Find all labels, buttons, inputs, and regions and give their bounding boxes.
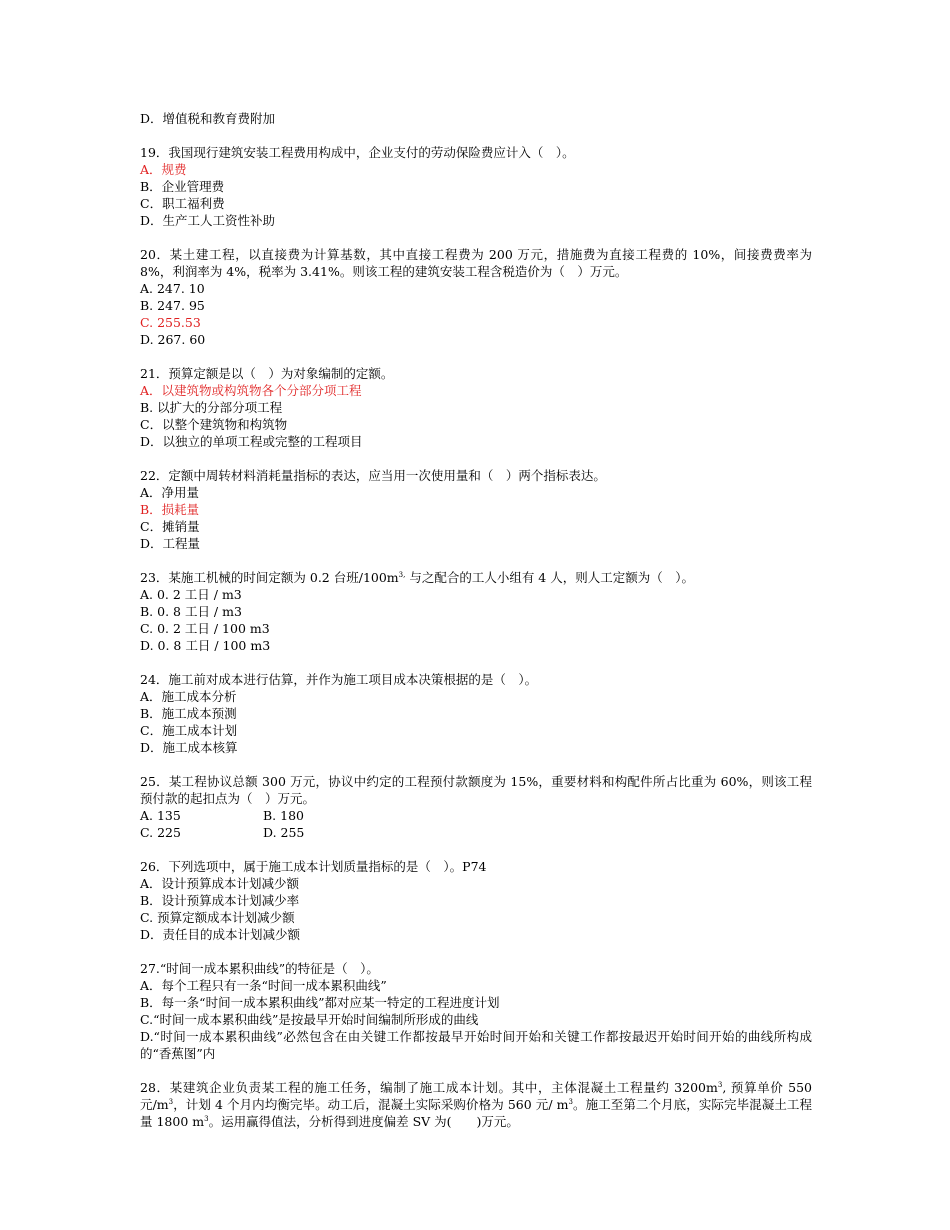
stem-part: 与之配合的工人小组有 4 人，则人工定额为（ ）。 [405,570,694,585]
superscript: 3 [168,1098,174,1106]
superscript: 3, [398,571,406,579]
question-25 [140,773,812,841]
question-19 [140,144,812,229]
option-row [140,807,812,824]
question-23 [140,569,812,654]
stem-part: ，计划 4 个月内均衡完毕。动工后，混凝土实际采购价格为 560 元/ m [173,1097,569,1112]
superscript: 3 [717,1081,723,1089]
question-stem: 22．定额中周转材料消耗量指标的表达，应当用一次使用量和（ ）两个指标表达。 [140,468,606,483]
option-a: A．设计预算成本计划减少额 [140,876,300,891]
superscript: 3 [204,1115,209,1123]
option-d: D．增值税和教育费附加 [140,111,276,126]
question-18-tail [140,110,812,127]
question-21 [140,365,812,450]
option-b: B．施工成本预测 [140,706,237,721]
option-b: B．设计预算成本计划减少率 [140,893,300,908]
question-stem [140,1079,812,1130]
stem-part: 28．某建筑企业负责某工程的施工任务，编制了施工成本计划。其中，主体混凝土工程量约 3200m [140,1080,718,1095]
option-c-answer: C. 255.53 [140,315,201,330]
option-c: C.“时间一成本累积曲线”是按最早开始时间编制所形成的曲线 [140,1012,479,1027]
question-stem: 26．下列选项中，属于施工成本计划质量指标的是（ ）。P74 [140,859,487,874]
option-c: C．摊销量 [140,519,200,534]
superscript: 3 [568,1098,573,1106]
option-b: B. 247. 95 [140,298,205,313]
question-20 [140,246,812,348]
question-27 [140,960,812,1062]
question-stem: 27.“时间一成本累积曲线”的特征是（ ）。 [140,961,379,976]
question-24 [140,671,812,756]
option-d: D．生产工人工资性补助 [140,213,276,228]
option-c: C．以整个建筑物和构筑物 [140,417,288,432]
option-a: A. 0. 2 工日 / m3 [140,587,242,602]
option-c: C．施工成本计划 [140,723,238,738]
option-a: A．每个工程只有一条“时间一成本累积曲线” [140,978,387,993]
option-d: D．工程量 [140,536,201,551]
stem-part: 。施工至第二个月底，实际完毕混凝土工程量 1800 m [140,1097,812,1129]
option-a: A. 135 [140,808,181,823]
question-list [140,110,812,1147]
option-b: B．每一条“时间一成本累积曲线”都对应某一特定的工程进度计划 [140,995,500,1010]
option-c: C. 225 [140,825,181,840]
option-b: B．企业管理费 [140,179,225,194]
option-d: D. 267. 60 [140,332,206,347]
option-d: D．以独立的单项工程或完整的工程项目 [140,434,363,449]
stem-part: 。运用赢得值法，分析得到进度偏差 SV 为( )万元。 [208,1114,519,1129]
question-26 [140,858,812,943]
question-stem: 19．我国现行建筑安装工程费用构成中，企业支付的劳动保险费应计入（ ）。 [140,145,575,160]
question-stem [140,569,812,586]
option-c: C. 0. 2 工日 / 100 m3 [140,621,270,636]
question-28 [140,1079,812,1130]
option-b: B. 180 [263,808,304,823]
option-d: D. 255 [263,825,305,840]
stem-part: 23．某施工机械的时间定额为 0.2 台班/100m [140,570,399,585]
option-a-answer: A．以建筑物或构筑物各个分部分项工程 [140,383,362,398]
option-a: A．净用量 [140,485,200,500]
option-c: C．职工福利费 [140,196,225,211]
question-stem: 24．施工前对成本进行估算，并作为施工项目成本决策根据的是（ ）。 [140,672,538,687]
option-b-answer: B．损耗量 [140,502,200,517]
stem-part: , 预算单价 550 元/m [140,1080,813,1112]
option-b: B. 以扩大的分部分项工程 [140,400,283,415]
question-22 [140,467,812,552]
question-stem: 20．某土建工程，以直接费为计算基数，其中直接工程费为 200 万元，措施费为直接工程费的 10%，间接费费率为 8%，利润率为 4%，税率为 3.41%。则该工程的建筑安装工程含税造价为（ ）万元。 [140,247,812,279]
option-c: C. 预算定额成本计划减少额 [140,910,295,925]
question-stem: 21．预算定额是以（ ）为对象编制的定额。 [140,366,394,381]
option-row [140,824,812,841]
option-d: D．施工成本核算 [140,740,238,755]
option-a: A．施工成本分析 [140,689,237,704]
option-a: A. 247. 10 [140,281,205,296]
option-d: D.“时间一成本累积曲线”必然包含在由关键工作都按最早开始时间开始和关键工作都按最迟开始时间开始的曲线所构成的“香蕉图”内 [140,1029,812,1061]
option-d: D．责任目的成本计划减少额 [140,927,301,942]
option-a-answer: A．规费 [140,162,187,177]
question-stem: 25．某工程协议总额 300 万元，协议中约定的工程预付款额度为 15%，重要材料和构配件所占比重为 60%，则该工程预付款的起扣点为（ ）万元。 [140,774,812,806]
option-b: B. 0. 8 工日 / m3 [140,604,242,619]
option-d: D. 0. 8 工日 / 100 m3 [140,638,271,653]
